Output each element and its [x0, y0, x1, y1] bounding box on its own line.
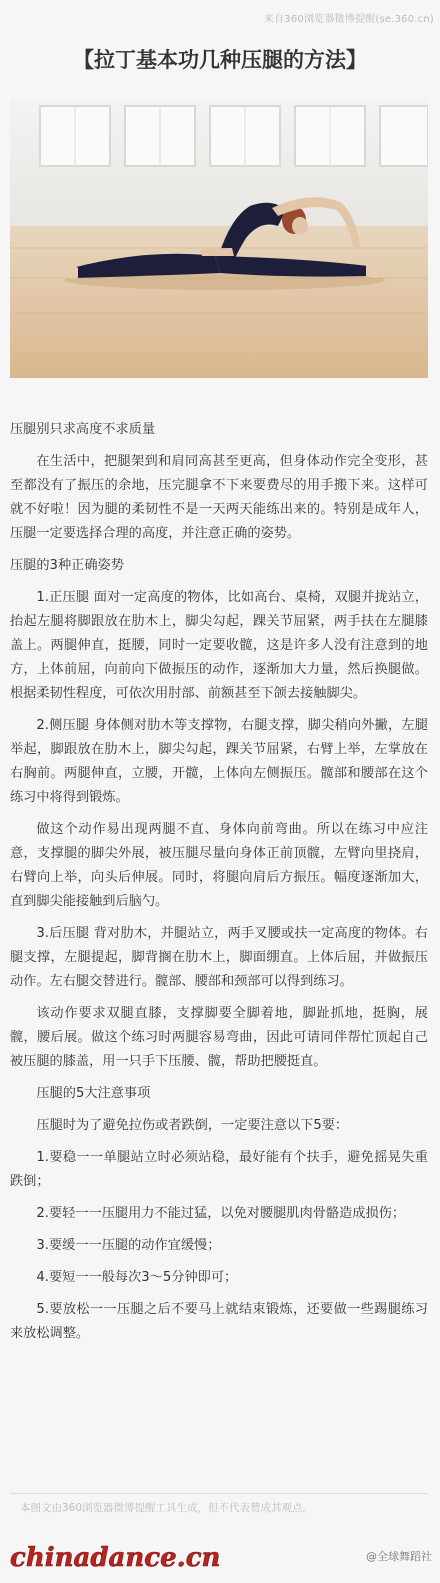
footer-divider — [10, 1493, 428, 1494]
section-heading: 压腿的5大注意事项 — [36, 1086, 151, 1101]
source-caption: 来自360浏览器微博提醒(se.360.cn) — [263, 14, 434, 25]
list-item: 1.要稳一一单腿站立时必须站稳，最好能有个扶手，避免摇晃失重跌倒； — [10, 1150, 428, 1189]
article-title: 【拉丁基本功几种压腿的方法】 — [73, 47, 367, 72]
paragraph: 3.后压腿 背对肋木，并腿站立，两手叉腰或扶一定高度的物体。右腿支撑，左腿提起，脚背搁在肋木上，脚面绷直。上体后屈，并做振压动作。左右腿交替进行。髋部、腰部和颈部可以得到练习。 — [10, 926, 428, 989]
paragraph: 2.侧压腿 身体侧对肋木等支撑物，右腿支撑，脚尖稍向外撇，左腿举起，脚跟放在肋木上，脚尖勾起，踝关节屈紧，右臂上举，左掌放在右胸前。两腿伸直，立腰，开髋，上体向左侧振压。髋部和腰部在这个练习中将得到锻炼。 — [10, 718, 428, 805]
paragraph: 做这个动作易出现两腿不直、身体向前弯曲。所以在练习中应注意，支撑腿的脚尖外展，被压腿尽量向身体正前顶髋，左臂向里挠肩，右臂向上举，向头后伸展。同时，将腿向肩后方振压。幅度逐渐加大，直到脚尖能接触到后脑勺。 — [10, 822, 428, 909]
section-heading: 压腿别只求高度不求质量 — [10, 422, 156, 437]
article-body — [10, 418, 428, 1354]
list-item: 5.要放松一一压腿之后不要马上就结束锻炼，还要做一些踢腿练习来放松调整。 — [10, 1302, 428, 1341]
footer-disclaimer: 本图文由360浏览器微博提醒工具生成，但不代表赞成其观点。 — [20, 1502, 314, 1514]
dancer-stretch-photo — [10, 98, 428, 378]
section-heading: 压腿的3种正确姿势 — [10, 558, 124, 573]
paragraph: 该动作要求双腿直膝，支撑脚要全脚着地，脚趾抓地，挺胸，展髋，腰后展。做这个练习时两腿容易弯曲，因此可请同伴帮忙顶起自己被压腿的膝盖，用一只手下压腰、髋，帮助把腰挺直。 — [10, 1006, 428, 1069]
weibo-handle[interactable]: @全球舞蹈社 — [366, 1550, 432, 1563]
list-item: 3.要缓一一压腿的动作宜缓慢； — [36, 1238, 221, 1253]
paragraph: 在生活中，把腿架到和肩同高甚至更高，但身体动作完全变形，甚至都没有了振压的余地，压完腿拿不下来要费尽的用手搬下来。这样可就不好啦！因为腿的柔韧性不是一天两天能练出来的。特别是成年人，压腿一定要选择合理的高度，并注意正确的姿势。 — [10, 454, 428, 541]
svg-text:chinadance.cn: chinadance.cn — [10, 1543, 221, 1573]
chinadance-logo — [8, 1536, 228, 1576]
paragraph: 1.正压腿 面对一定高度的物体，比如高台、桌椅，双腿并拢站立，抬起左腿将脚跟放在肋木上，脚尖勾起，踝关节屈紧，两手扶在左腿膝盖上。两腿伸直，挺腰，同时一定要收髋，这是许多人没有注意到的地方，上体前屈，向前向下做振压的动作，逐渐加大力量，然后换腿做。根据柔韧性程度，可依次用肘部、前额甚至下颌去接触脚尖。 — [10, 590, 428, 701]
list-item: 2.要轻一一压腿用力不能过猛，以免对腰腿肌肉骨骼造成损伤； — [36, 1206, 406, 1221]
list-item: 4.要短一一般每次3～5分钟即可； — [36, 1270, 238, 1285]
paragraph: 压腿时为了避免拉伤或者跌倒，一定要注意以下5要： — [36, 1118, 349, 1133]
